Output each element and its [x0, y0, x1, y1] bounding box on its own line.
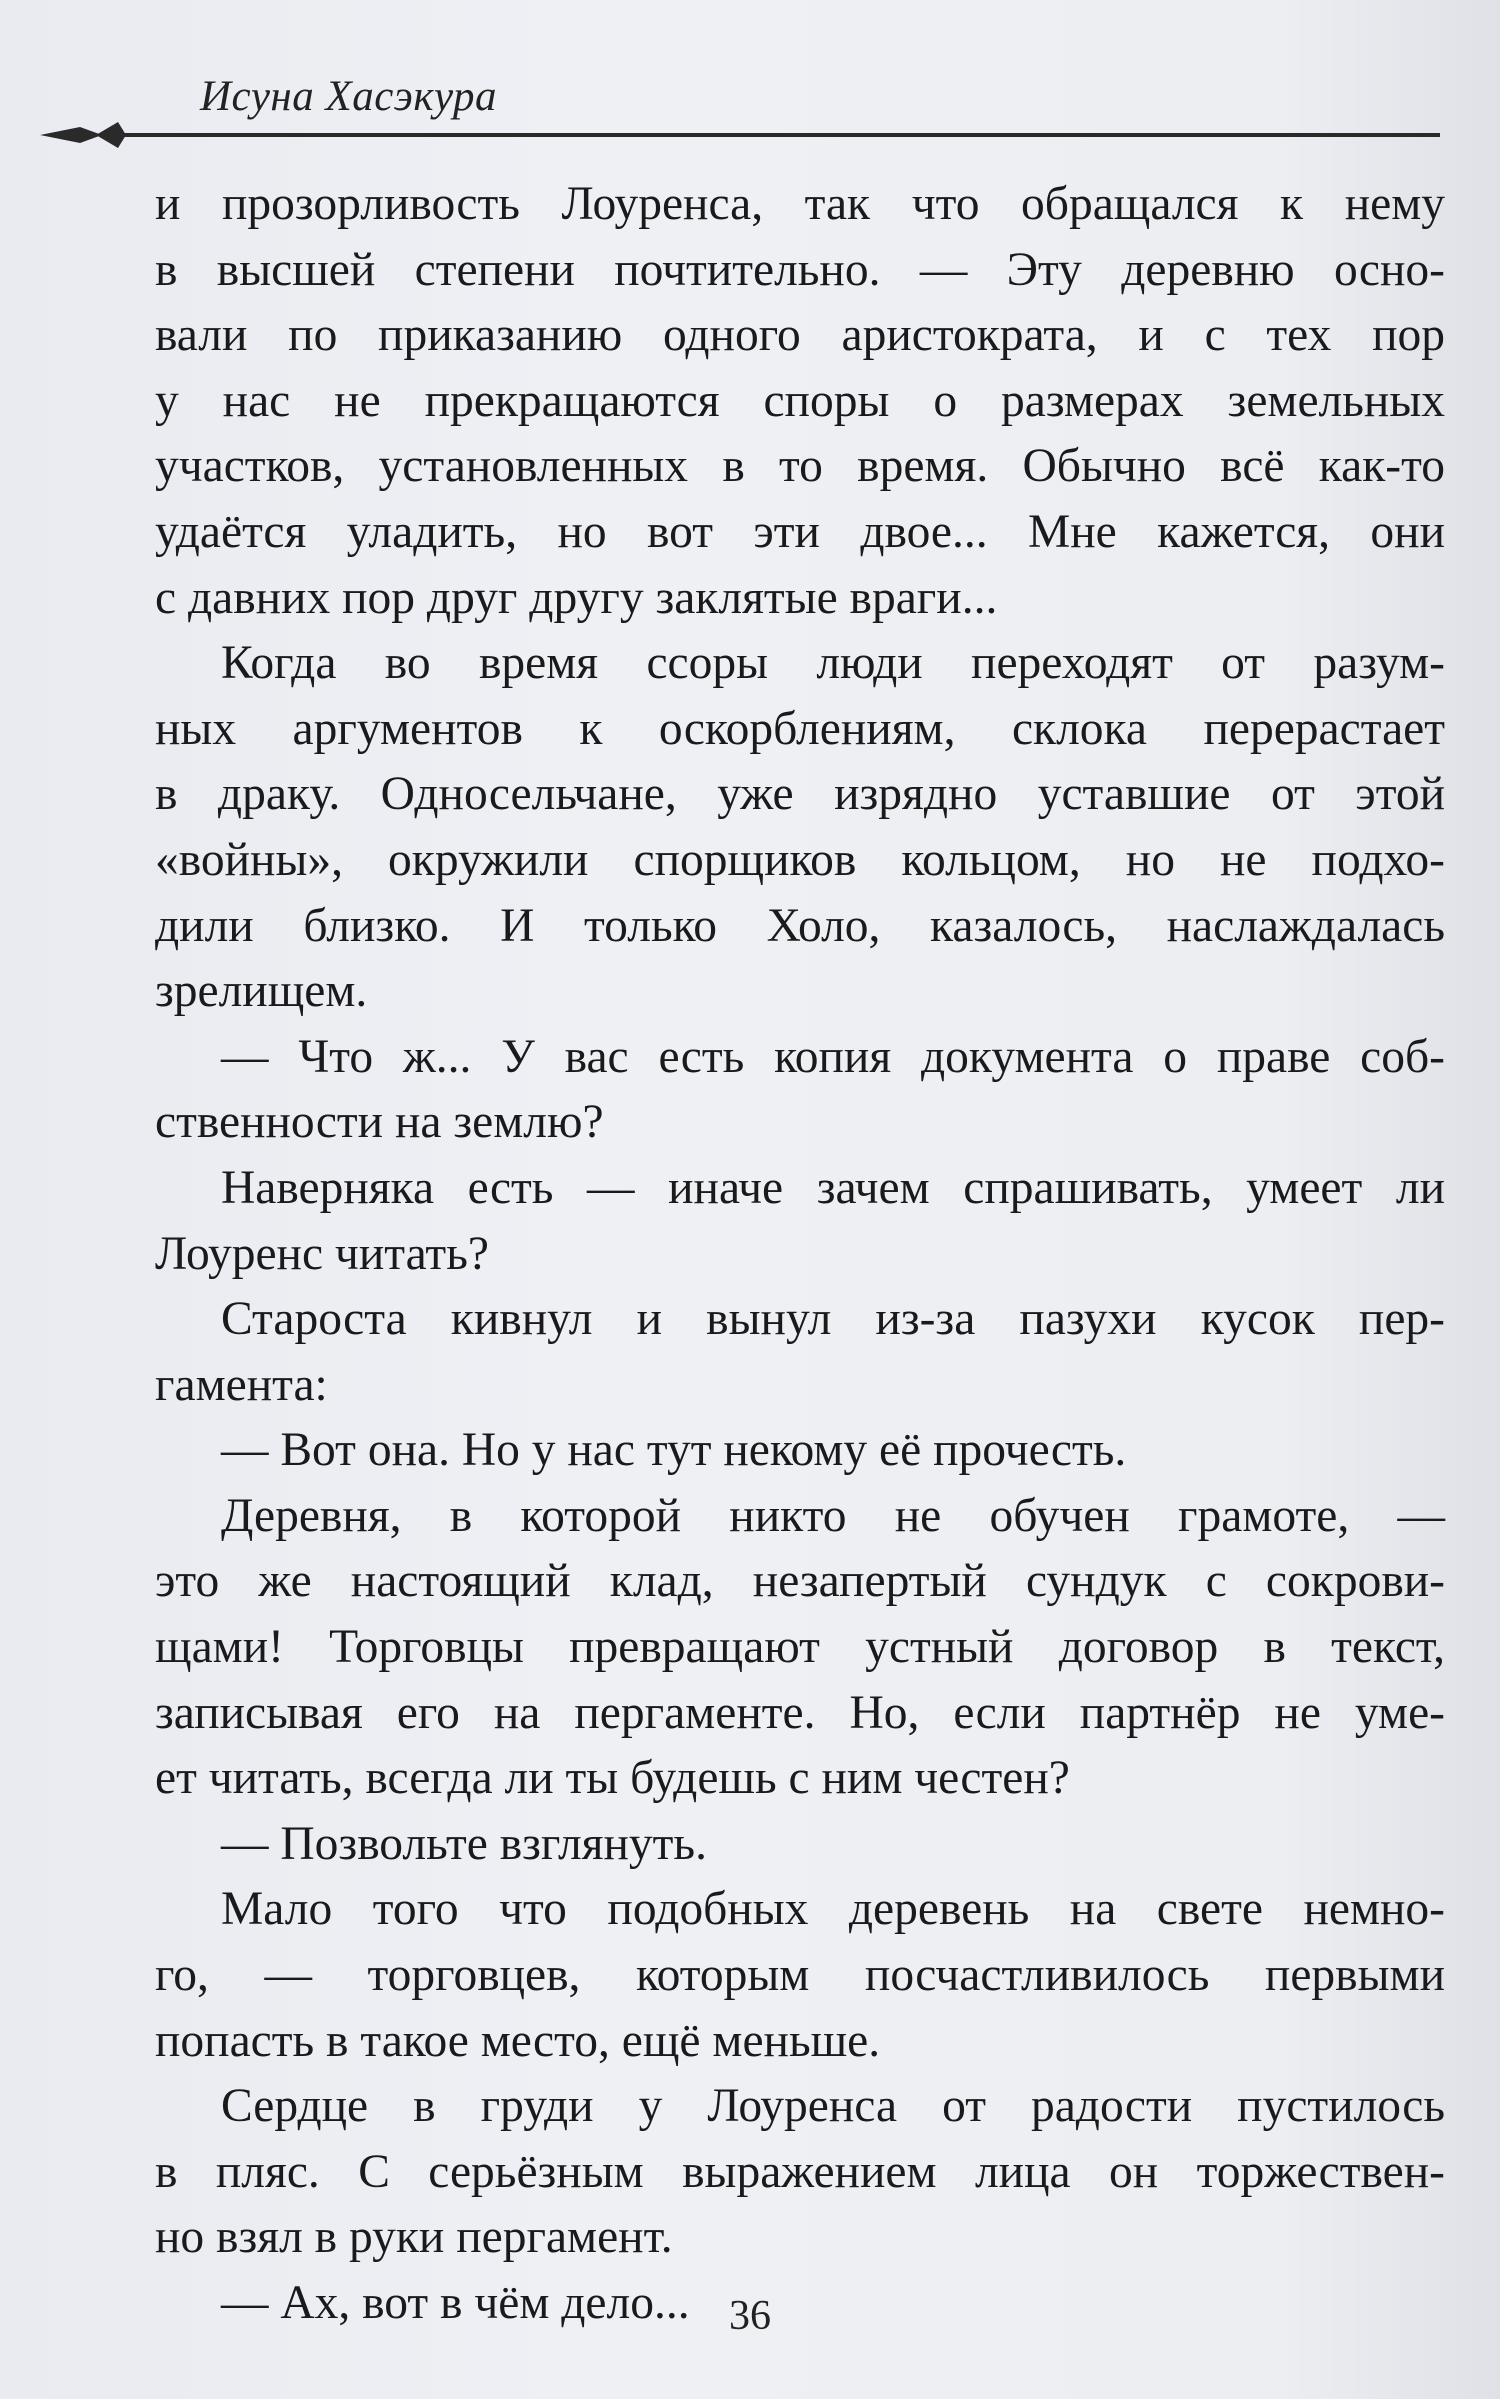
- text-line: в драку. Односельчане, уже изрядно уставшие от этой: [155, 768, 1445, 821]
- text-line: го, — торговцев, которым посчастливилось первыми: [155, 1949, 1445, 2002]
- text-line: — Позвольте взглянуть.: [221, 1817, 707, 1870]
- text-line: ных аргументов к оскорблениям, склока перерастает: [155, 702, 1445, 755]
- text-line: Староста кивнул и вынул из-за пазухи кусок пер-: [221, 1293, 1445, 1346]
- text-line: ственности на землю?: [155, 1096, 604, 1149]
- text-line: участков, установленных в то время. Обычно всё как-то: [155, 440, 1445, 493]
- text-line: Сердце в груди у Лоуренса от радости пустилось: [221, 2080, 1445, 2133]
- text-line: Мало того что подобных деревень на свете немно-: [221, 1883, 1445, 1936]
- text-line: «войны», окружили спорщиков кольцом, но не подхо-: [155, 833, 1445, 886]
- page-number: 36: [729, 2293, 771, 2339]
- header-rule-ornament: [40, 120, 1440, 150]
- text-line: у нас не прекращаются споры о размерах земельных: [155, 374, 1445, 427]
- text-line: — Вот она. Но у нас тут некому её прочесть.: [221, 1424, 1127, 1477]
- text-line: — Ах, вот в чём дело...: [221, 2277, 690, 2329]
- text-line: в высшей степени почтительно. — Эту деревню осно-: [155, 243, 1445, 296]
- text-line: зрелищем.: [155, 965, 368, 1018]
- text-line: записывая его на пергаменте. Но, если партнёр не уме-: [155, 1686, 1445, 1739]
- text-line: — Что ж... У вас есть копия документа о праве соб-: [221, 1030, 1445, 1083]
- text-line: гамента:: [155, 1358, 328, 1411]
- text-line: Наверняка есть — иначе зачем спрашивать, умеет ли: [221, 1161, 1445, 1214]
- text-line: ет читать, всегда ли ты будешь с ним честен?: [155, 1752, 1070, 1805]
- body-text: [155, 172, 1445, 2337]
- text-line: удаётся уладить, но вот эти двое... Мне кажется, они: [155, 505, 1445, 558]
- text-line: но взял в руки пергамент.: [155, 2211, 673, 2264]
- text-line: попасть в такое место, ещё меньше.: [155, 2014, 881, 2067]
- text-line: Деревня, в которой никто не обучен грамоте, —: [221, 1489, 1445, 1542]
- text-line: Лоуренс читать?: [155, 1227, 489, 1280]
- text-line: вали по приказанию одного аристократа, и с тех пор: [155, 309, 1445, 362]
- text-line: Когда во время ссоры люди переходят от разум-: [221, 637, 1445, 690]
- text-line: в пляс. С серьёзным выражением лица он торжествен-: [155, 2145, 1445, 2198]
- running-head-author: Исуна Хасэкура: [200, 73, 497, 120]
- text-line: щами! Торговцы превращают устный договор в текст,: [155, 1621, 1445, 1674]
- text-line: дили близко. И только Холо, казалось, наслаждалась: [155, 899, 1445, 952]
- text-line: это же настоящий клад, незапертый сундук с сокрови-: [155, 1555, 1445, 1608]
- text-line: и прозорливость Лоуренса, так что обращался к нему: [155, 178, 1445, 230]
- text-line: с давних пор друг другу заклятые враги...: [155, 571, 998, 624]
